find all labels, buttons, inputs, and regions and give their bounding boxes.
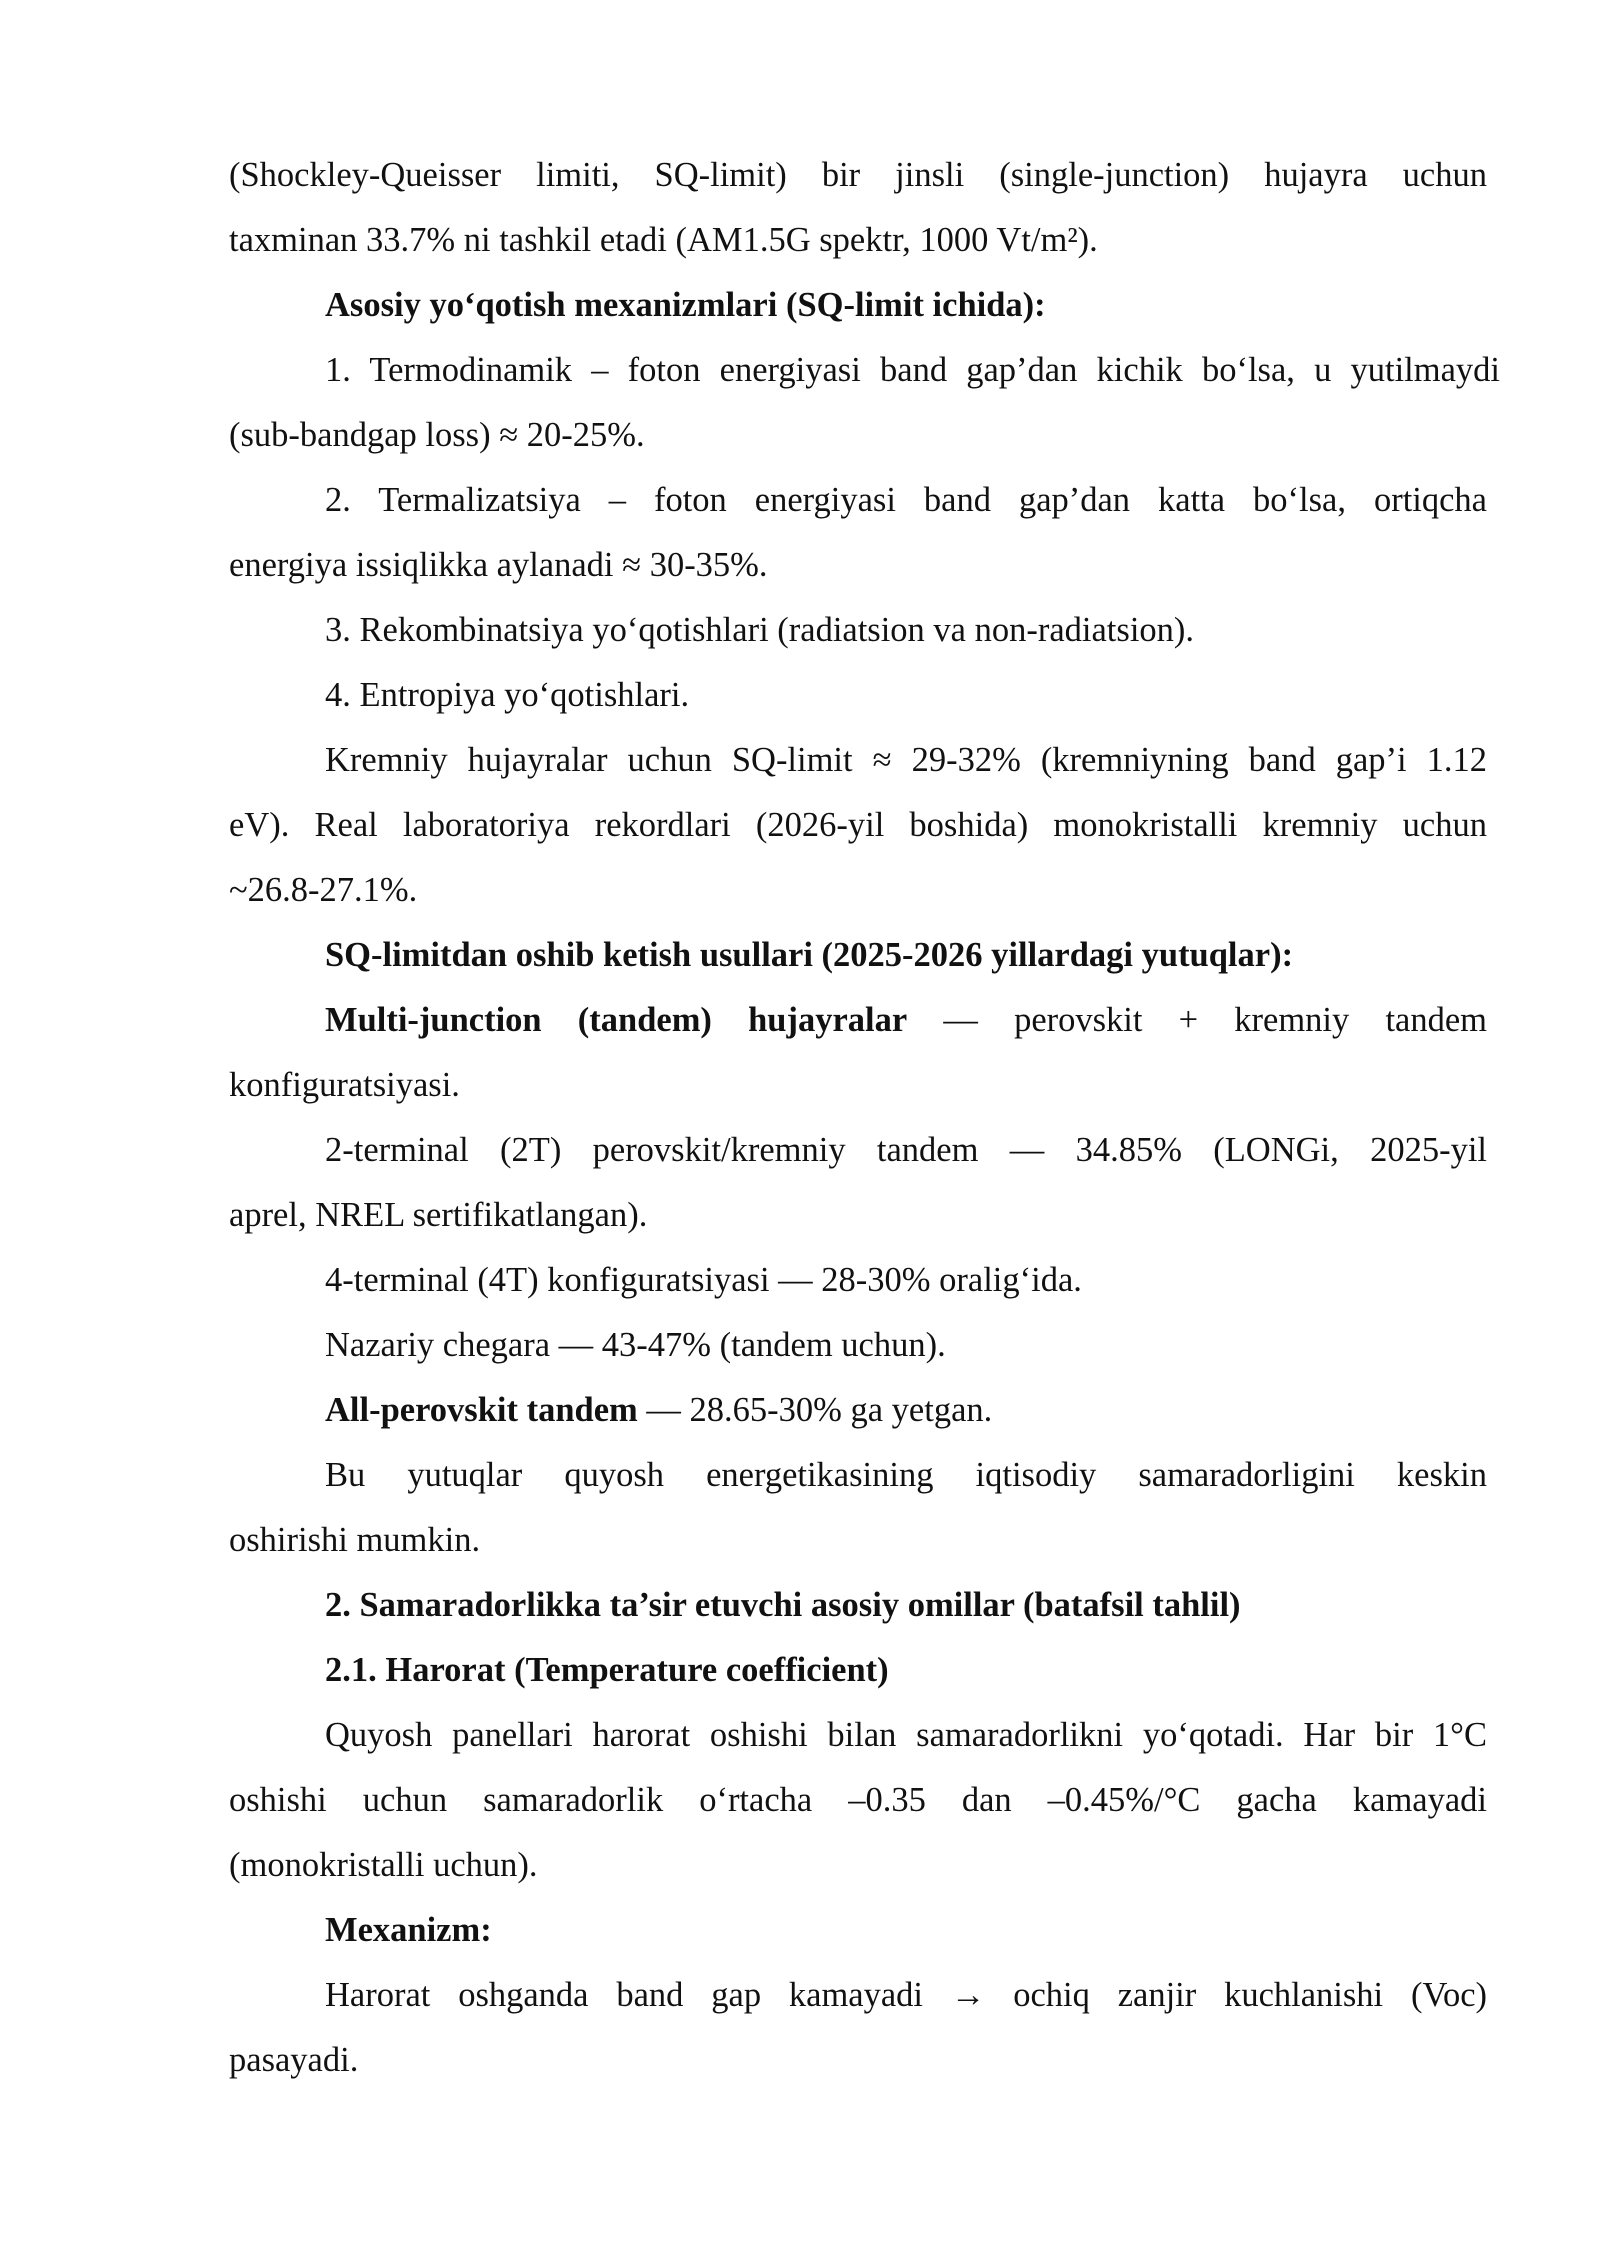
list-item: 1. Termodinamik – foton energiyasi band gap’dan kichik bo‘lsa, u yutilmaydi: [325, 351, 1500, 389]
list-item: 2. Termalizatsiya – foton energiyasi band gap’dan katta bo‘lsa, ortiqcha: [325, 481, 1487, 519]
text-line: (sub-bandgap loss) ≈ 20-25%.: [229, 416, 645, 454]
text-line: pasayadi.: [229, 2041, 359, 2079]
text-line: eV). Real laboratoriya rekordlari (2026-yil boshida) monokristalli kremniy uchun: [229, 806, 1487, 844]
text-line: taxminan 33.7% ni tashkil etadi (AM1.5G spektr, 1000 Vt/m²).: [229, 221, 1098, 259]
section-heading: SQ-limitdan oshib ketish usullari (2025-2026 yillardagi yutuqlar):: [325, 936, 1294, 974]
text-line: [325, 997, 1487, 1043]
text-line: (Shockley-Queisser limiti, SQ-limit) bir jinsli (single-junction) hujayra uchun: [229, 156, 1487, 194]
text-line: Kremniy hujayralar uchun SQ-limit ≈ 29-32% (kremniyning band gap’i 1.12: [325, 741, 1487, 779]
text-line: 4-terminal (4T) konfiguratsiyasi — 28-30% oralig‘ida.: [325, 1261, 1082, 1299]
text-line: (monokristalli uchun).: [229, 1846, 538, 1884]
subsection-heading: 2.1. Harorat (Temperature coefficient): [325, 1651, 889, 1689]
list-item: 4. Entropiya yo‘qotishlari.: [325, 676, 690, 714]
section-heading: 2. Samaradorlikka ta’sir etuvchi asosiy omillar (batafsil tahlil): [325, 1586, 1241, 1624]
text-line: Nazariy chegara — 43-47% (tandem uchun).: [325, 1326, 946, 1364]
line-rest: — 28.65-30% ga yetgan.: [637, 1391, 993, 1429]
text-line: ~26.8-27.1%.: [229, 871, 418, 909]
text-line: aprel, NREL sertifikatlangan).: [229, 1196, 648, 1234]
text-line: Harorat oshganda band gap kamayadi → ochiq zanjir kuchlanishi (Voc): [325, 1976, 1487, 2014]
label-heading: Mexanizm:: [325, 1911, 492, 1949]
text-line: [325, 1387, 1487, 1433]
text-line: oshirishi mumkin.: [229, 1521, 481, 1559]
line-rest: — perovskit + kremniy tandem: [907, 1001, 1487, 1039]
text-line: Bu yutuqlar quyosh energetikasining iqtisodiy samaradorligini keskin: [325, 1456, 1487, 1494]
text-line: oshishi uchun samaradorlik o‘rtacha –0.35 dan –0.45%/°C gacha kamayadi: [229, 1781, 1487, 1819]
text-line: Quyosh panellari harorat oshishi bilan samaradorlikni yo‘qotadi. Har bir 1°C: [325, 1716, 1487, 1754]
text-line: konfiguratsiyasi.: [229, 1066, 460, 1104]
section-heading: Asosiy yo‘qotish mexanizmlari (SQ-limit ichida):: [325, 286, 1046, 324]
list-item: 3. Rekombinatsiya yo‘qotishlari (radiatsion va non-radiatsion).: [325, 611, 1195, 649]
text-line: 2-terminal (2T) perovskit/kremniy tandem — 34.85% (LONGi, 2025-yil: [325, 1131, 1487, 1169]
bold-term: All-perovskit tandem: [325, 1391, 638, 1429]
bold-term: Multi-junction (tandem) hujayralar: [325, 1001, 908, 1039]
text-line: energiya issiqlikka aylanadi ≈ 30-35%.: [229, 546, 768, 584]
